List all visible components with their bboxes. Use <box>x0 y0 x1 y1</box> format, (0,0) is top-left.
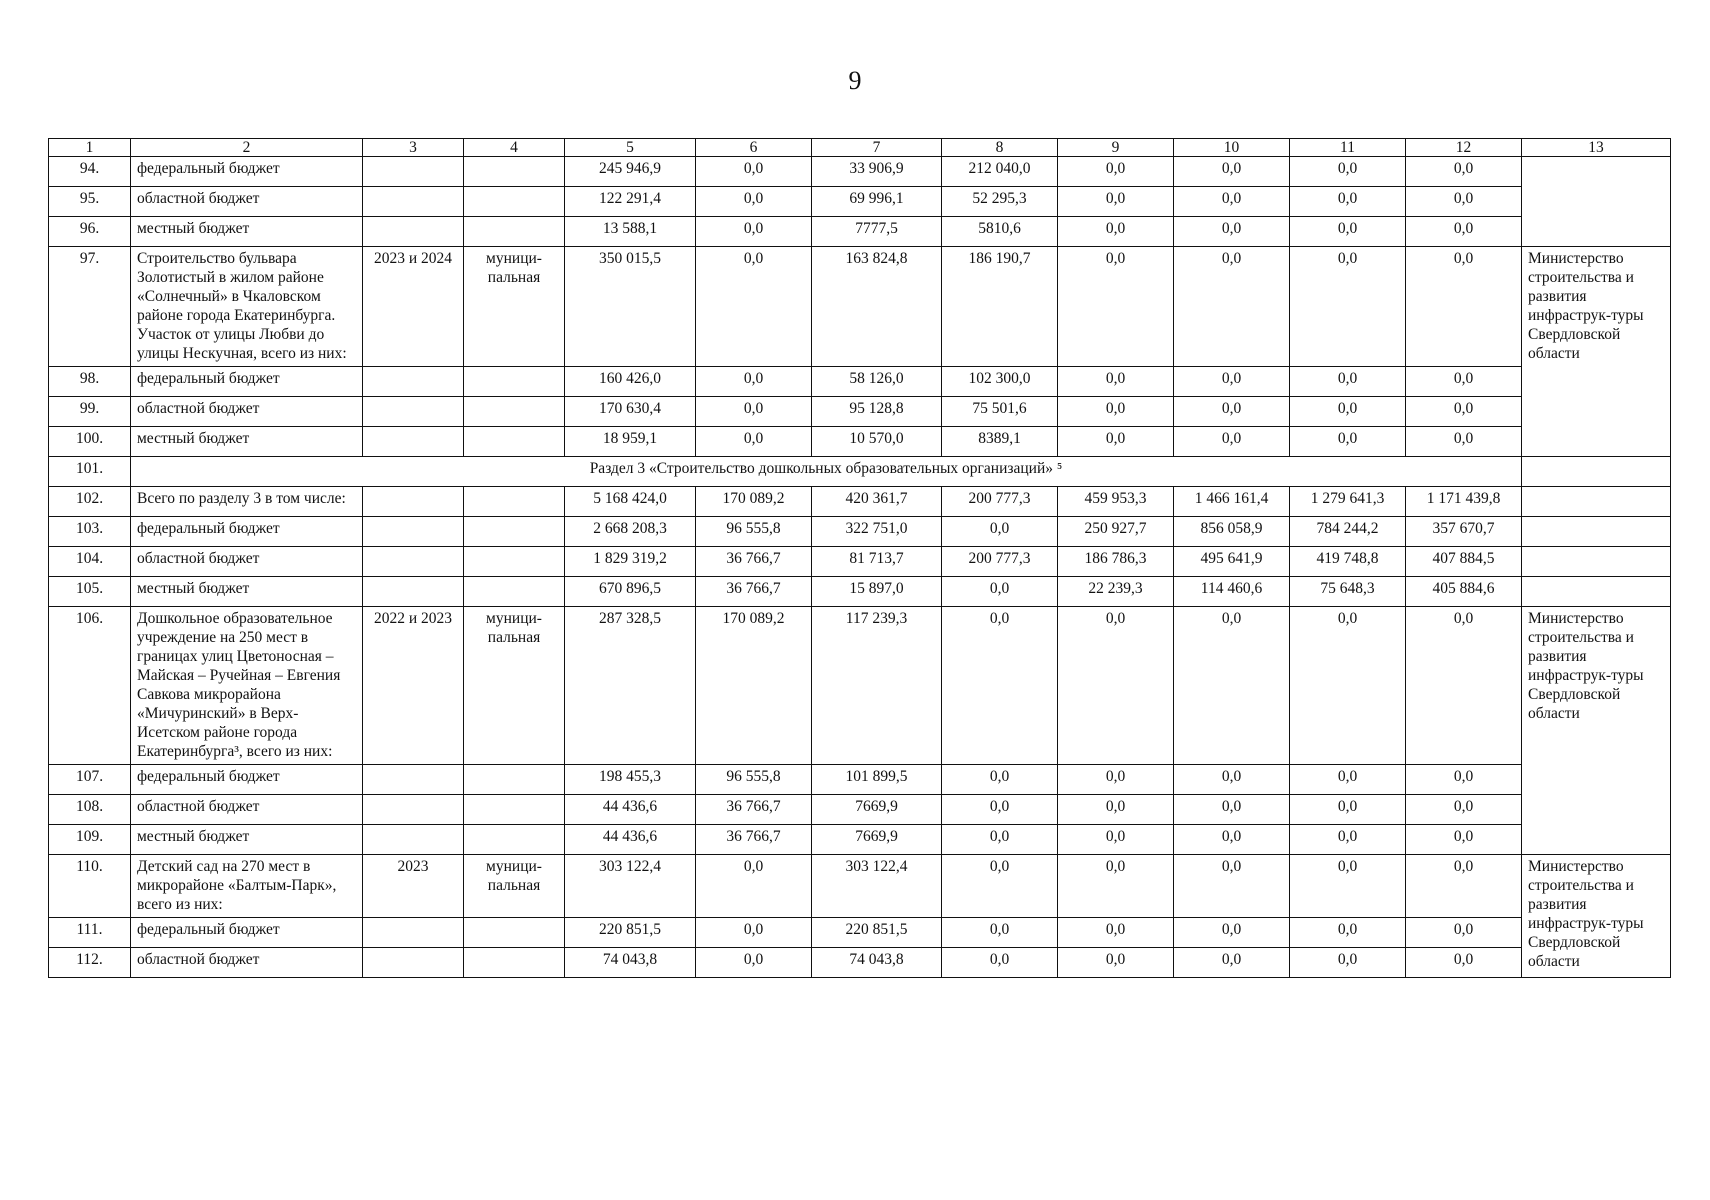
implementation-years <box>363 367 464 397</box>
amount-col-7: 117 239,3 <box>812 607 942 765</box>
amount-col-7: 95 128,8 <box>812 397 942 427</box>
amount-col-9: 0,0 <box>1058 795 1174 825</box>
implementation-years <box>363 948 464 978</box>
row-number: 100. <box>49 427 131 457</box>
section-title: Раздел 3 «Строительство дошкольных образовательных организаций» ⁵ <box>131 457 1522 487</box>
amount-col-9: 0,0 <box>1058 855 1174 918</box>
amount-col-8: 5810,6 <box>942 217 1058 247</box>
amount-col-12: 357 670,7 <box>1406 517 1522 547</box>
amount-col-12: 0,0 <box>1406 247 1522 367</box>
column-number-4: 4 <box>464 139 565 157</box>
amount-col-9: 0,0 <box>1058 825 1174 855</box>
item-name: федеральный бюджет <box>131 918 363 948</box>
responsible-cell <box>1522 517 1671 547</box>
amount-col-6: 36 766,7 <box>696 825 812 855</box>
amount-col-10: 0,0 <box>1174 247 1290 367</box>
amount-col-7: 81 713,7 <box>812 547 942 577</box>
column-number-6: 6 <box>696 139 812 157</box>
item-name: областной бюджет <box>131 397 363 427</box>
amount-col-10: 0,0 <box>1174 607 1290 765</box>
table-row <box>49 547 1671 577</box>
amount-col-12: 0,0 <box>1406 367 1522 397</box>
amount-col-9: 0,0 <box>1058 157 1174 187</box>
amount-col-12: 0,0 <box>1406 157 1522 187</box>
ownership-kind <box>464 157 565 187</box>
amount-col-6: 0,0 <box>696 397 812 427</box>
amount-col-7: 220 851,5 <box>812 918 942 948</box>
amount-col-5: 198 455,3 <box>565 765 696 795</box>
amount-col-10: 0,0 <box>1174 427 1290 457</box>
amount-col-7: 7777,5 <box>812 217 942 247</box>
amount-col-6: 36 766,7 <box>696 577 812 607</box>
amount-col-9: 0,0 <box>1058 765 1174 795</box>
implementation-years <box>363 517 464 547</box>
implementation-years <box>363 397 464 427</box>
amount-col-12: 0,0 <box>1406 427 1522 457</box>
amount-col-9: 0,0 <box>1058 397 1174 427</box>
amount-col-8: 8389,1 <box>942 427 1058 457</box>
amount-col-10: 495 641,9 <box>1174 547 1290 577</box>
row-number: 109. <box>49 825 131 855</box>
item-name: областной бюджет <box>131 547 363 577</box>
table-row <box>49 217 1671 247</box>
row-number: 102. <box>49 487 131 517</box>
amount-col-5: 287 328,5 <box>565 607 696 765</box>
responsible-cell: Министерство строительства и развития инфраструк-туры Свердловской области <box>1522 855 1671 978</box>
table-row <box>49 427 1671 457</box>
row-number: 99. <box>49 397 131 427</box>
table-row <box>49 187 1671 217</box>
amount-col-11: 419 748,8 <box>1290 547 1406 577</box>
page-number: 9 <box>848 66 862 95</box>
amount-col-5: 13 588,1 <box>565 217 696 247</box>
row-number: 105. <box>49 577 131 607</box>
implementation-years <box>363 487 464 517</box>
amount-col-5: 18 959,1 <box>565 427 696 457</box>
amount-col-10: 0,0 <box>1174 825 1290 855</box>
amount-col-5: 220 851,5 <box>565 918 696 948</box>
amount-col-11: 0,0 <box>1290 157 1406 187</box>
ownership-kind: муници-пальная <box>464 607 565 765</box>
ownership-kind <box>464 517 565 547</box>
amount-col-11: 0,0 <box>1290 918 1406 948</box>
implementation-years: 2023 и 2024 <box>363 247 464 367</box>
amount-col-10: 0,0 <box>1174 948 1290 978</box>
table-row <box>49 577 1671 607</box>
column-number-12: 12 <box>1406 139 1522 157</box>
amount-col-9: 22 239,3 <box>1058 577 1174 607</box>
ownership-kind <box>464 487 565 517</box>
amount-col-12: 0,0 <box>1406 855 1522 918</box>
amount-col-6: 0,0 <box>696 247 812 367</box>
amount-col-6: 36 766,7 <box>696 547 812 577</box>
amount-col-7: 33 906,9 <box>812 157 942 187</box>
implementation-years: 2023 <box>363 855 464 918</box>
amount-col-8: 200 777,3 <box>942 487 1058 517</box>
responsible-cell <box>1522 577 1671 607</box>
table-row <box>49 765 1671 795</box>
amount-col-10: 0,0 <box>1174 187 1290 217</box>
table-row <box>49 517 1671 547</box>
implementation-years <box>363 577 464 607</box>
item-name: федеральный бюджет <box>131 157 363 187</box>
ownership-kind: муници-пальная <box>464 855 565 918</box>
item-name: местный бюджет <box>131 825 363 855</box>
amount-col-8: 75 501,6 <box>942 397 1058 427</box>
amount-col-5: 74 043,8 <box>565 948 696 978</box>
row-number: 111. <box>49 918 131 948</box>
amount-col-8: 0,0 <box>942 607 1058 765</box>
row-number: 104. <box>49 547 131 577</box>
amount-col-10: 0,0 <box>1174 855 1290 918</box>
amount-col-8: 0,0 <box>942 825 1058 855</box>
amount-col-6: 0,0 <box>696 157 812 187</box>
amount-col-12: 0,0 <box>1406 765 1522 795</box>
amount-col-11: 0,0 <box>1290 427 1406 457</box>
table-row <box>49 795 1671 825</box>
amount-col-8: 52 295,3 <box>942 187 1058 217</box>
implementation-years <box>363 187 464 217</box>
amount-col-6: 0,0 <box>696 217 812 247</box>
amount-col-8: 0,0 <box>942 918 1058 948</box>
column-number-3: 3 <box>363 139 464 157</box>
amount-col-7: 7669,9 <box>812 795 942 825</box>
row-number: 98. <box>49 367 131 397</box>
amount-col-5: 170 630,4 <box>565 397 696 427</box>
amount-col-9: 186 786,3 <box>1058 547 1174 577</box>
amount-col-11: 1 279 641,3 <box>1290 487 1406 517</box>
ownership-kind: муници-пальная <box>464 247 565 367</box>
row-number: 96. <box>49 217 131 247</box>
amount-col-8: 0,0 <box>942 517 1058 547</box>
amount-col-7: 74 043,8 <box>812 948 942 978</box>
amount-col-9: 0,0 <box>1058 187 1174 217</box>
amount-col-10: 0,0 <box>1174 157 1290 187</box>
amount-col-12: 1 171 439,8 <box>1406 487 1522 517</box>
implementation-years <box>363 765 464 795</box>
column-number-8: 8 <box>942 139 1058 157</box>
implementation-years <box>363 547 464 577</box>
amount-col-11: 0,0 <box>1290 948 1406 978</box>
row-number: 106. <box>49 607 131 765</box>
amount-col-9: 459 953,3 <box>1058 487 1174 517</box>
item-name: местный бюджет <box>131 577 363 607</box>
item-name: Детский сад на 270 мест в микрорайоне «Балтым-Парк», всего из них: <box>131 855 363 918</box>
row-number: 108. <box>49 795 131 825</box>
ownership-kind <box>464 918 565 948</box>
amount-col-9: 0,0 <box>1058 217 1174 247</box>
item-name: местный бюджет <box>131 427 363 457</box>
amount-col-5: 350 015,5 <box>565 247 696 367</box>
amount-col-7: 7669,9 <box>812 825 942 855</box>
column-number-9: 9 <box>1058 139 1174 157</box>
amount-col-5: 44 436,6 <box>565 825 696 855</box>
amount-col-9: 0,0 <box>1058 607 1174 765</box>
amount-col-11: 75 648,3 <box>1290 577 1406 607</box>
ownership-kind <box>464 397 565 427</box>
column-number-7: 7 <box>812 139 942 157</box>
ownership-kind <box>464 367 565 397</box>
amount-col-8: 186 190,7 <box>942 247 1058 367</box>
implementation-years <box>363 825 464 855</box>
amount-col-9: 250 927,7 <box>1058 517 1174 547</box>
amount-col-6: 96 555,8 <box>696 517 812 547</box>
amount-col-5: 160 426,0 <box>565 367 696 397</box>
item-name: Дошкольное образовательное учреждение на 250 мест в границах улиц Цветоносная – Майская – Ручейная – Евгения Савкова микрорайона «Мичуринский» в Верх-Исетском районе города Екатеринбурга³, всего из них: <box>131 607 363 765</box>
amount-col-7: 58 126,0 <box>812 367 942 397</box>
table-row <box>49 487 1671 517</box>
amount-col-9: 0,0 <box>1058 427 1174 457</box>
amount-col-8: 212 040,0 <box>942 157 1058 187</box>
amount-col-5: 1 829 319,2 <box>565 547 696 577</box>
implementation-years <box>363 918 464 948</box>
amount-col-11: 0,0 <box>1290 607 1406 765</box>
amount-col-7: 420 361,7 <box>812 487 942 517</box>
item-name: местный бюджет <box>131 217 363 247</box>
amount-col-5: 5 168 424,0 <box>565 487 696 517</box>
amount-col-12: 0,0 <box>1406 825 1522 855</box>
implementation-years: 2022 и 2023 <box>363 607 464 765</box>
amount-col-7: 303 122,4 <box>812 855 942 918</box>
ownership-kind <box>464 547 565 577</box>
amount-col-8: 200 777,3 <box>942 547 1058 577</box>
table-row <box>49 397 1671 427</box>
amount-col-8: 0,0 <box>942 855 1058 918</box>
column-number-11: 11 <box>1290 139 1406 157</box>
amount-col-7: 163 824,8 <box>812 247 942 367</box>
amount-col-11: 784 244,2 <box>1290 517 1406 547</box>
item-name: областной бюджет <box>131 948 363 978</box>
amount-col-12: 0,0 <box>1406 948 1522 978</box>
amount-col-11: 0,0 <box>1290 795 1406 825</box>
amount-col-9: 0,0 <box>1058 367 1174 397</box>
amount-col-11: 0,0 <box>1290 397 1406 427</box>
amount-col-7: 15 897,0 <box>812 577 942 607</box>
amount-col-7: 10 570,0 <box>812 427 942 457</box>
table-row <box>49 855 1671 918</box>
item-name: федеральный бюджет <box>131 367 363 397</box>
amount-col-6: 96 555,8 <box>696 765 812 795</box>
row-number: 97. <box>49 247 131 367</box>
table-row <box>49 607 1671 765</box>
table-row <box>49 918 1671 948</box>
amount-col-10: 0,0 <box>1174 918 1290 948</box>
ownership-kind <box>464 795 565 825</box>
amount-col-11: 0,0 <box>1290 367 1406 397</box>
ownership-kind <box>464 825 565 855</box>
amount-col-12: 0,0 <box>1406 607 1522 765</box>
amount-col-5: 670 896,5 <box>565 577 696 607</box>
implementation-years <box>363 427 464 457</box>
amount-col-12: 405 884,6 <box>1406 577 1522 607</box>
table-row <box>49 825 1671 855</box>
row-number: 107. <box>49 765 131 795</box>
ownership-kind <box>464 217 565 247</box>
amount-col-10: 1 466 161,4 <box>1174 487 1290 517</box>
column-number-10: 10 <box>1174 139 1290 157</box>
amount-col-6: 0,0 <box>696 918 812 948</box>
row-number: 112. <box>49 948 131 978</box>
amount-col-6: 0,0 <box>696 367 812 397</box>
responsible-cell: Министерство строительства и развития инфраструк-туры Свердловской области <box>1522 607 1671 855</box>
amount-col-6: 36 766,7 <box>696 795 812 825</box>
amount-col-8: 0,0 <box>942 765 1058 795</box>
amount-col-12: 0,0 <box>1406 918 1522 948</box>
amount-col-11: 0,0 <box>1290 765 1406 795</box>
ownership-kind <box>464 577 565 607</box>
item-name: Всего по разделу 3 в том числе: <box>131 487 363 517</box>
implementation-years <box>363 217 464 247</box>
amount-col-5: 2 668 208,3 <box>565 517 696 547</box>
column-number-5: 5 <box>565 139 696 157</box>
amount-col-10: 0,0 <box>1174 367 1290 397</box>
amount-col-5: 303 122,4 <box>565 855 696 918</box>
amount-col-10: 0,0 <box>1174 217 1290 247</box>
amount-col-12: 407 884,5 <box>1406 547 1522 577</box>
table-row <box>49 157 1671 187</box>
amount-col-11: 0,0 <box>1290 187 1406 217</box>
responsible-cell: Министерство строительства и развития инфраструк-туры Свердловской области <box>1522 247 1671 457</box>
row-number: 101. <box>49 457 131 487</box>
ownership-kind <box>464 948 565 978</box>
amount-col-9: 0,0 <box>1058 918 1174 948</box>
item-name: Строительство бульвара Золотистый в жилом районе «Солнечный» в Чкаловском районе города Екатеринбурга. Участок от улицы Любви до улицы Нескучная, всего из них: <box>131 247 363 367</box>
column-number-2: 2 <box>131 139 363 157</box>
column-number-1: 1 <box>49 139 131 157</box>
row-number: 103. <box>49 517 131 547</box>
item-name: областной бюджет <box>131 187 363 217</box>
table-row <box>49 247 1671 367</box>
amount-col-11: 0,0 <box>1290 825 1406 855</box>
budget-table <box>48 138 1671 978</box>
row-number: 94. <box>49 157 131 187</box>
amount-col-11: 0,0 <box>1290 247 1406 367</box>
table-row <box>49 457 1671 487</box>
ownership-kind <box>464 765 565 795</box>
amount-col-12: 0,0 <box>1406 217 1522 247</box>
amount-col-8: 0,0 <box>942 795 1058 825</box>
amount-col-6: 170 089,2 <box>696 607 812 765</box>
amount-col-7: 322 751,0 <box>812 517 942 547</box>
amount-col-5: 122 291,4 <box>565 187 696 217</box>
amount-col-11: 0,0 <box>1290 217 1406 247</box>
item-name: федеральный бюджет <box>131 765 363 795</box>
amount-col-6: 0,0 <box>696 427 812 457</box>
ownership-kind <box>464 187 565 217</box>
amount-col-6: 0,0 <box>696 855 812 918</box>
amount-col-12: 0,0 <box>1406 795 1522 825</box>
amount-col-12: 0,0 <box>1406 187 1522 217</box>
amount-col-5: 44 436,6 <box>565 795 696 825</box>
responsible-cell <box>1522 157 1671 247</box>
table-row <box>49 948 1671 978</box>
amount-col-7: 101 899,5 <box>812 765 942 795</box>
column-number-row <box>49 139 1671 157</box>
implementation-years <box>363 795 464 825</box>
row-number: 110. <box>49 855 131 918</box>
table-row <box>49 367 1671 397</box>
item-name: федеральный бюджет <box>131 517 363 547</box>
amount-col-9: 0,0 <box>1058 247 1174 367</box>
amount-col-9: 0,0 <box>1058 948 1174 978</box>
amount-col-10: 0,0 <box>1174 765 1290 795</box>
amount-col-6: 0,0 <box>696 948 812 978</box>
amount-col-6: 0,0 <box>696 187 812 217</box>
amount-col-10: 856 058,9 <box>1174 517 1290 547</box>
amount-col-8: 102 300,0 <box>942 367 1058 397</box>
amount-col-12: 0,0 <box>1406 397 1522 427</box>
responsible-cell <box>1522 457 1671 487</box>
item-name: областной бюджет <box>131 795 363 825</box>
amount-col-10: 114 460,6 <box>1174 577 1290 607</box>
implementation-years <box>363 157 464 187</box>
amount-col-10: 0,0 <box>1174 397 1290 427</box>
responsible-cell <box>1522 487 1671 517</box>
ownership-kind <box>464 427 565 457</box>
amount-col-11: 0,0 <box>1290 855 1406 918</box>
amount-col-7: 69 996,1 <box>812 187 942 217</box>
amount-col-6: 170 089,2 <box>696 487 812 517</box>
amount-col-8: 0,0 <box>942 577 1058 607</box>
amount-col-8: 0,0 <box>942 948 1058 978</box>
column-number-13: 13 <box>1522 139 1671 157</box>
amount-col-10: 0,0 <box>1174 795 1290 825</box>
amount-col-5: 245 946,9 <box>565 157 696 187</box>
responsible-cell <box>1522 547 1671 577</box>
row-number: 95. <box>49 187 131 217</box>
